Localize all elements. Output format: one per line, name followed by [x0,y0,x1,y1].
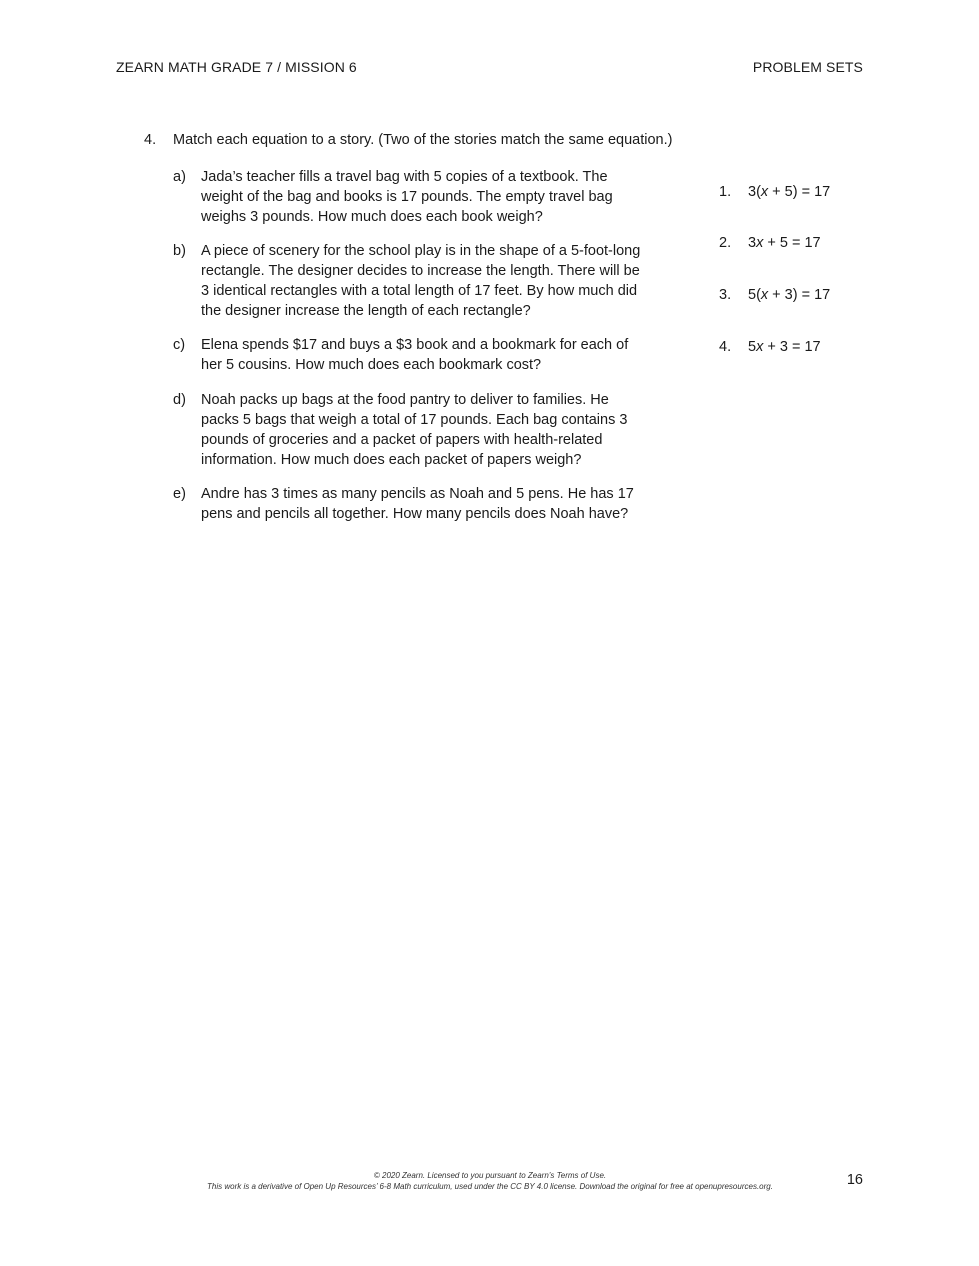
equation-2 [719,235,821,251]
question-number: 4. [144,132,157,148]
story-text: Jada’s teacher fills a travel bag with 5 copies of a textbook. The weight of the bag and books is 17 pounds. The empty travel bag weighs 3 pounds. How much does each book weigh? [201,169,613,225]
equation-part: + 3 = 17 [763,339,821,355]
equation-variable: x [756,339,764,355]
footer-copyright: © 2020 Zearn. Licensed to you pursuant to Zearn’s Terms of Use. [373,1171,607,1180]
story-label: b) [173,243,186,259]
story-text: Andre has 3 times as many pencils as Noah and 5 pens. He has 17 pens and pencils all together. How many pencils does Noah have? [201,486,634,522]
equation-variable: x [756,235,764,251]
equation-4 [719,339,821,355]
story-text: Noah packs up bags at the food pantry to deliver to families. He packs 5 bags that weigh a total of 17 pounds. Each bag contains 3 pounds of groceries and a packet of papers with health-related information. How much does each packet of papers weigh? [201,392,628,468]
equation-number: 1. [719,184,732,200]
story-label: c) [173,337,186,353]
story-text: A piece of scenery for the school play is in the shape of a 5-foot-long rectangle. The designer decides to increase the length. There will be 3 identical rectangles with a total length of 17 feet. By how much did the designer increase the length of each rectangle? [201,243,641,319]
story-text: Elena spends $17 and buys a $3 book and a bookmark for each of her 5 cousins. How much does each bookmark cost? [201,337,629,373]
question-prompt: Match each equation to a story. (Two of the stories match the same equation.) [173,132,673,148]
equation-variable: x [760,287,769,303]
equation-number: 3. [719,287,732,303]
equation-3 [719,287,830,303]
equation-part: 3 [748,235,757,251]
footer-attribution: This work is a derivative of Open Up Resources’ 6-8 Math curriculum, used under the CC BY 4.0 license. Download the original for free at openupresources.org. [207,1182,773,1191]
equation-part: 3( [748,184,761,200]
equation-part: 5( [748,287,761,303]
equation-part: + 3) = 17 [768,287,831,303]
footer-license [150,1170,830,1192]
equation-part: + 5 = 17 [763,235,821,251]
story-label: a) [173,169,186,185]
equation-1 [719,184,830,200]
equation-number: 4. [719,339,732,355]
header-section: PROBLEM SETS [752,59,863,75]
equation-part: + 5) = 17 [768,184,831,200]
story-label: e) [173,486,186,502]
header-title: ZEARN MATH GRADE 7 / MISSION 6 [116,59,357,75]
equation-part: 5 [748,339,757,355]
story-label: d) [173,392,186,408]
equation-number: 2. [719,235,732,251]
page-number: 16 [846,1172,863,1188]
equation-variable: x [760,184,769,200]
